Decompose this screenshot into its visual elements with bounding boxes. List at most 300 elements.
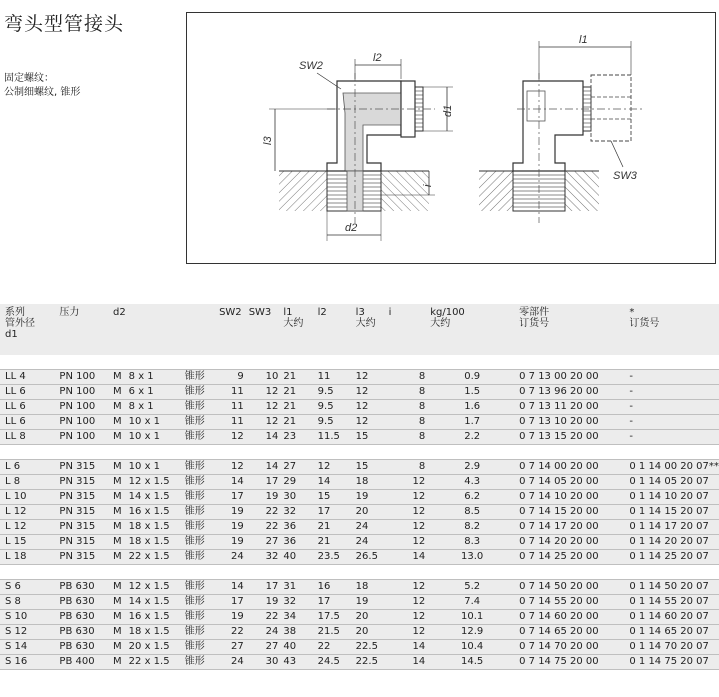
label-sw2: SW2: [299, 60, 323, 72]
col-l1-cell: 21: [278, 400, 312, 415]
col-taper-cell: 锥形: [180, 415, 214, 430]
col-sw2-cell: 19: [214, 505, 244, 520]
col-taper-cell: 锥形: [180, 505, 214, 520]
col-sw2-cell: 11: [214, 400, 244, 415]
thread-caption: [4, 72, 80, 100]
col-part-no-cell: 0 7 13 15 20 00: [514, 430, 624, 445]
thread-caption-line1: 固定螺纹：: [4, 73, 54, 84]
ground-hatch-left-b: [381, 171, 429, 211]
col-l1-cell: 43: [278, 655, 312, 670]
table-row: [0, 655, 719, 670]
col-order-no-cell: -: [624, 415, 719, 430]
col-taper-cell: 锥形: [180, 475, 214, 490]
col-l3-cell: 12: [351, 400, 384, 415]
col-l1-cell: 30: [278, 490, 312, 505]
col-order-no-cell: 0 1 14 70 20 07: [624, 640, 719, 655]
col-l3-cell: 20: [351, 625, 384, 640]
col-series-cell: S 12: [0, 625, 54, 640]
table-row: [0, 550, 719, 565]
col-order-no-cell: -: [624, 400, 719, 415]
col-sw2-cell: 19: [214, 535, 244, 550]
col-d2-cell: 12 x 1.5: [124, 580, 180, 595]
col-d2-cell: 18 x 1.5: [124, 535, 180, 550]
col-d2-cell: 6 x 1: [124, 385, 180, 400]
col-d2-m-cell: M: [108, 400, 124, 415]
col-l1-cell: 38: [278, 625, 312, 640]
col-part-no-cell: 0 7 14 00 20 00: [514, 460, 624, 475]
label-d1: d1: [442, 104, 454, 117]
label-d2: d2: [345, 222, 358, 234]
label-l1: l1: [579, 34, 588, 46]
col-pressure-cell: PN 100: [54, 370, 108, 385]
col-l3-cell: 15: [351, 430, 384, 445]
col-weight-cell: 4.3: [425, 475, 514, 490]
col-taper-cell: 锥形: [180, 430, 214, 445]
col-sw2-cell: 17: [214, 595, 244, 610]
table-row: [0, 370, 719, 385]
col-part-no-cell: 0 7 13 10 20 00: [514, 415, 624, 430]
col-l2-cell: 9.5: [313, 415, 351, 430]
col-l3-cell: 24: [351, 535, 384, 550]
table-header-4: SW2: [219, 307, 242, 318]
table-header-1: 压力: [59, 307, 80, 318]
col-series-cell: L 12: [0, 505, 54, 520]
col-i-cell: 12: [384, 505, 426, 520]
table-header-6: l1 大约: [283, 307, 304, 329]
col-sw3-cell: 30: [244, 655, 279, 670]
col-part-no-cell: 0 7 14 65 20 00: [514, 625, 624, 640]
table-header-3: [180, 304, 214, 355]
col-l1-cell: 21: [278, 370, 312, 385]
col-l3-cell: 20: [351, 505, 384, 520]
col-d2-cell: 10 x 1: [124, 415, 180, 430]
col-order-no-cell: -: [624, 430, 719, 445]
col-pressure-cell: PN 315: [54, 490, 108, 505]
col-pressure-cell: PN 315: [54, 505, 108, 520]
col-i-cell: 12: [384, 580, 426, 595]
col-taper-cell: 锥形: [180, 580, 214, 595]
col-l2-cell: 12: [313, 460, 351, 475]
col-part-no-cell: 0 7 14 75 20 00: [514, 655, 624, 670]
table-row: [0, 475, 719, 490]
spec-table: [0, 304, 719, 670]
label-i: i: [422, 184, 434, 187]
col-sw3-cell: 32: [244, 550, 279, 565]
col-d2-m-cell: M: [108, 625, 124, 640]
table-row: [0, 640, 719, 655]
col-sw3-cell: 10: [244, 370, 279, 385]
col-part-no-cell: 0 7 14 25 20 00: [514, 550, 624, 565]
col-series-cell: L 15: [0, 535, 54, 550]
col-sw3-cell: 19: [244, 490, 279, 505]
col-d2-m-cell: M: [108, 385, 124, 400]
hex-right: [527, 91, 545, 121]
col-weight-cell: 1.7: [425, 415, 514, 430]
col-weight-cell: 0.9: [425, 370, 514, 385]
thread-caption-line2: 公制细螺纹, 锥形: [4, 87, 81, 98]
col-part-no-cell: 0 7 14 05 20 00: [514, 475, 624, 490]
col-taper-cell: 锥形: [180, 625, 214, 640]
col-l1-cell: 36: [278, 520, 312, 535]
col-order-no-cell: 0 1 14 75 20 07: [624, 655, 719, 670]
col-d2-m-cell: M: [108, 415, 124, 430]
ground-hatch-left-a: [279, 171, 327, 211]
col-l3-cell: 18: [351, 580, 384, 595]
col-sw2-cell: 24: [214, 550, 244, 565]
col-taper-cell: 锥形: [180, 535, 214, 550]
col-d2-m-cell: M: [108, 430, 124, 445]
col-part-no-cell: 0 7 13 11 20 00: [514, 400, 624, 415]
col-d2-m-cell: M: [108, 640, 124, 655]
col-d2-cell: 18 x 1.5: [124, 625, 180, 640]
col-series-cell: S 6: [0, 580, 54, 595]
col-d2-cell: 22 x 1.5: [124, 550, 180, 565]
col-part-no-cell: 0 7 14 17 20 00: [514, 520, 624, 535]
table-row: [0, 580, 719, 595]
dashed-nut: [591, 75, 631, 141]
table-body: [0, 355, 719, 670]
col-taper-cell: 锥形: [180, 460, 214, 475]
col-series-cell: LL 6: [0, 415, 54, 430]
col-series-cell: S 10: [0, 610, 54, 625]
col-taper-cell: 锥形: [180, 550, 214, 565]
col-d2-cell: 16 x 1.5: [124, 505, 180, 520]
col-pressure-cell: PB 630: [54, 610, 108, 625]
table-row: [0, 430, 719, 445]
col-sw3-cell: 12: [244, 400, 279, 415]
col-d2-m-cell: M: [108, 505, 124, 520]
col-order-no-cell: 0 1 14 20 20 07: [624, 535, 719, 550]
table-row: [0, 535, 719, 550]
col-weight-cell: 12.9: [425, 625, 514, 640]
col-sw2-cell: 11: [214, 415, 244, 430]
col-order-no-cell: 0 1 14 15 20 07: [624, 505, 719, 520]
col-pressure-cell: PB 630: [54, 625, 108, 640]
col-i-cell: 14: [384, 550, 426, 565]
col-order-no-cell: -: [624, 370, 719, 385]
col-l2-cell: 14: [313, 475, 351, 490]
col-order-no-cell: 0 1 14 10 20 07: [624, 490, 719, 505]
col-pressure-cell: PB 630: [54, 580, 108, 595]
col-weight-cell: 6.2: [425, 490, 514, 505]
table-header-11: 零部件 订货号: [519, 307, 550, 329]
col-weight-cell: 8.2: [425, 520, 514, 535]
col-series-cell: LL 6: [0, 400, 54, 415]
col-l2-cell: 22: [313, 640, 351, 655]
col-l3-cell: 18: [351, 475, 384, 490]
col-i-cell: 8: [384, 400, 426, 415]
label-l3: l3: [262, 136, 274, 145]
col-weight-cell: 2.9: [425, 460, 514, 475]
col-series-cell: S 8: [0, 595, 54, 610]
col-taper-cell: 锥形: [180, 595, 214, 610]
table-row: [0, 610, 719, 625]
col-d2-cell: 22 x 1.5: [124, 655, 180, 670]
col-order-no-cell: 0 1 14 55 20 07: [624, 595, 719, 610]
col-part-no-cell: 0 7 13 96 20 00: [514, 385, 624, 400]
col-l1-cell: 32: [278, 595, 312, 610]
col-d2-cell: 12 x 1.5: [124, 475, 180, 490]
page-title: 弯头型管接头: [4, 13, 125, 35]
col-l1-cell: 29: [278, 475, 312, 490]
col-pressure-cell: PB 400: [54, 655, 108, 670]
col-i-cell: 12: [384, 535, 426, 550]
col-sw2-cell: 14: [214, 580, 244, 595]
col-i-cell: 8: [384, 415, 426, 430]
col-taper-cell: 锥形: [180, 610, 214, 625]
col-d2-cell: 14 x 1.5: [124, 595, 180, 610]
col-l3-cell: 12: [351, 370, 384, 385]
col-d2-m-cell: M: [108, 475, 124, 490]
col-part-no-cell: 0 7 14 70 20 00: [514, 640, 624, 655]
col-l1-cell: 21: [278, 415, 312, 430]
col-pressure-cell: PN 315: [54, 550, 108, 565]
col-order-no-cell: 0 1 14 00 20 07**: [624, 460, 719, 475]
col-series-cell: L 6: [0, 460, 54, 475]
col-series-cell: S 14: [0, 640, 54, 655]
table-row: [0, 400, 719, 415]
col-i-cell: 8: [384, 385, 426, 400]
col-weight-cell: 8.3: [425, 535, 514, 550]
col-series-cell: LL 4: [0, 370, 54, 385]
col-l1-cell: 32: [278, 505, 312, 520]
col-d2-cell: 14 x 1.5: [124, 490, 180, 505]
col-l2-cell: 15: [313, 490, 351, 505]
col-order-no-cell: 0 1 14 50 20 07: [624, 580, 719, 595]
col-sw2-cell: 12: [214, 460, 244, 475]
col-l2-cell: 16: [313, 580, 351, 595]
col-series-cell: LL 6: [0, 385, 54, 400]
col-d2-m-cell: M: [108, 535, 124, 550]
col-l2-cell: 23.5: [313, 550, 351, 565]
col-weight-cell: 10.1: [425, 610, 514, 625]
col-part-no-cell: 0 7 14 55 20 00: [514, 595, 624, 610]
col-pressure-cell: PN 315: [54, 535, 108, 550]
col-d2-m-cell: M: [108, 595, 124, 610]
col-sw2-cell: 22: [214, 625, 244, 640]
table-group-gap: [0, 355, 719, 370]
col-sw3-cell: 22: [244, 520, 279, 535]
col-sw3-cell: 17: [244, 475, 279, 490]
col-d2-m-cell: M: [108, 520, 124, 535]
col-weight-cell: 5.2: [425, 580, 514, 595]
col-order-no-cell: -: [624, 385, 719, 400]
col-l2-cell: 11: [313, 370, 351, 385]
col-taper-cell: 锥形: [180, 370, 214, 385]
col-i-cell: 8: [384, 430, 426, 445]
col-l3-cell: 20: [351, 610, 384, 625]
col-taper-cell: 锥形: [180, 640, 214, 655]
table-header-8: l3 大约: [355, 307, 376, 329]
col-weight-cell: 13.0: [425, 550, 514, 565]
col-d2-m-cell: M: [108, 610, 124, 625]
col-i-cell: 12: [384, 475, 426, 490]
col-i-cell: 8: [384, 370, 426, 385]
gap-cell: [0, 355, 719, 370]
col-l3-cell: 19: [351, 595, 384, 610]
col-d2-cell: 10 x 1: [124, 460, 180, 475]
col-sw2-cell: 17: [214, 490, 244, 505]
col-pressure-cell: PN 100: [54, 385, 108, 400]
col-series-cell: L 8: [0, 475, 54, 490]
table-header-5: SW3: [248, 307, 272, 318]
table-header-7: l2: [317, 307, 327, 318]
ground-hatch-right-b: [565, 171, 599, 211]
col-i-cell: 12: [384, 490, 426, 505]
col-sw3-cell: 22: [244, 505, 279, 520]
col-l1-cell: 34: [278, 610, 312, 625]
col-sw3-cell: 12: [244, 385, 279, 400]
col-d2-cell: 8 x 1: [124, 400, 180, 415]
col-d2-cell: 20 x 1.5: [124, 640, 180, 655]
col-sw2-cell: 11: [214, 385, 244, 400]
col-i-cell: 8: [384, 460, 426, 475]
table-row: [0, 385, 719, 400]
table-header-row: [0, 304, 719, 355]
col-l1-cell: 27: [278, 460, 312, 475]
table-header-12: * 订货号: [629, 307, 660, 329]
col-l2-cell: 21: [313, 520, 351, 535]
col-d2-cell: 18 x 1.5: [124, 520, 180, 535]
col-l3-cell: 22.5: [351, 655, 384, 670]
table-row: [0, 595, 719, 610]
col-sw2-cell: 27: [214, 640, 244, 655]
table-row: [0, 415, 719, 430]
col-l3-cell: 12: [351, 385, 384, 400]
table-group-gap: [0, 565, 719, 580]
col-d2-m-cell: M: [108, 655, 124, 670]
col-part-no-cell: 0 7 14 10 20 00: [514, 490, 624, 505]
leader-sw3: [611, 141, 623, 167]
col-sw3-cell: 19: [244, 595, 279, 610]
col-d2-m-cell: M: [108, 550, 124, 565]
gap-cell: [0, 445, 719, 460]
col-l3-cell: 22.5: [351, 640, 384, 655]
col-taper-cell: 锥形: [180, 385, 214, 400]
col-pressure-cell: PB 630: [54, 595, 108, 610]
col-part-no-cell: 0 7 14 60 20 00: [514, 610, 624, 625]
col-sw2-cell: 14: [214, 475, 244, 490]
col-series-cell: L 12: [0, 520, 54, 535]
col-pressure-cell: PN 100: [54, 415, 108, 430]
col-taper-cell: 锥形: [180, 655, 214, 670]
gap-cell: [0, 565, 719, 580]
col-l3-cell: 24: [351, 520, 384, 535]
col-l3-cell: 12: [351, 415, 384, 430]
col-series-cell: LL 8: [0, 430, 54, 445]
col-weight-cell: 1.5: [425, 385, 514, 400]
col-pressure-cell: PN 315: [54, 460, 108, 475]
technical-drawing: [186, 12, 716, 264]
table-header-9: i: [388, 307, 392, 318]
col-l2-cell: 11.5: [313, 430, 351, 445]
col-pressure-cell: PN 100: [54, 430, 108, 445]
col-d2-m-cell: M: [108, 370, 124, 385]
col-sw3-cell: 14: [244, 460, 279, 475]
col-i-cell: 14: [384, 655, 426, 670]
col-d2-m-cell: M: [108, 580, 124, 595]
table-row: [0, 490, 719, 505]
col-sw3-cell: 27: [244, 535, 279, 550]
drawing-svg: [187, 13, 717, 265]
table-header-2: d2: [113, 307, 126, 318]
col-order-no-cell: 0 1 14 65 20 07: [624, 625, 719, 640]
col-l1-cell: 31: [278, 580, 312, 595]
col-weight-cell: 10.4: [425, 640, 514, 655]
col-sw3-cell: 22: [244, 610, 279, 625]
col-weight-cell: 7.4: [425, 595, 514, 610]
col-l2-cell: 17.5: [313, 610, 351, 625]
col-sw2-cell: 9: [214, 370, 244, 385]
col-taper-cell: 锥形: [180, 490, 214, 505]
table-row: [0, 460, 719, 475]
col-l3-cell: 15: [351, 460, 384, 475]
col-part-no-cell: 0 7 14 20 20 00: [514, 535, 624, 550]
col-d2-cell: 8 x 1: [124, 370, 180, 385]
col-part-no-cell: 0 7 13 00 20 00: [514, 370, 624, 385]
col-part-no-cell: 0 7 14 50 20 00: [514, 580, 624, 595]
col-l2-cell: 17: [313, 595, 351, 610]
col-l2-cell: 9.5: [313, 400, 351, 415]
col-order-no-cell: 0 1 14 17 20 07: [624, 520, 719, 535]
col-l3-cell: 26.5: [351, 550, 384, 565]
col-d2-m-cell: M: [108, 490, 124, 505]
col-series-cell: L 10: [0, 490, 54, 505]
col-sw3-cell: 27: [244, 640, 279, 655]
col-pressure-cell: PN 315: [54, 520, 108, 535]
table-header-10: kg/100 大约: [430, 307, 465, 329]
col-pressure-cell: PN 315: [54, 475, 108, 490]
table-group-gap: [0, 445, 719, 460]
col-weight-cell: 2.2: [425, 430, 514, 445]
col-weight-cell: 8.5: [425, 505, 514, 520]
ground-hatch-right-a: [479, 171, 513, 211]
col-l1-cell: 36: [278, 535, 312, 550]
col-order-no-cell: 0 1 14 25 20 07: [624, 550, 719, 565]
col-sw3-cell: 12: [244, 415, 279, 430]
col-pressure-cell: PN 100: [54, 400, 108, 415]
col-order-no-cell: 0 1 14 05 20 07: [624, 475, 719, 490]
col-i-cell: 12: [384, 520, 426, 535]
col-weight-cell: 14.5: [425, 655, 514, 670]
col-sw2-cell: 12: [214, 430, 244, 445]
elbow-body-right: [513, 81, 583, 171]
label-sw3: SW3: [613, 170, 637, 182]
col-l1-cell: 40: [278, 640, 312, 655]
col-sw2-cell: 24: [214, 655, 244, 670]
col-pressure-cell: PB 630: [54, 640, 108, 655]
col-l2-cell: 9.5: [313, 385, 351, 400]
col-i-cell: 12: [384, 610, 426, 625]
col-l2-cell: 21.5: [313, 625, 351, 640]
table-row: [0, 520, 719, 535]
col-d2-cell: 16 x 1.5: [124, 610, 180, 625]
col-d2-cell: 10 x 1: [124, 430, 180, 445]
col-l2-cell: 17: [313, 505, 351, 520]
col-sw2-cell: 19: [214, 610, 244, 625]
col-series-cell: S 16: [0, 655, 54, 670]
col-taper-cell: 锥形: [180, 400, 214, 415]
col-l2-cell: 24.5: [313, 655, 351, 670]
col-l1-cell: 23: [278, 430, 312, 445]
col-l1-cell: 21: [278, 385, 312, 400]
col-l1-cell: 40: [278, 550, 312, 565]
col-sw3-cell: 24: [244, 625, 279, 640]
col-sw3-cell: 14: [244, 430, 279, 445]
table-row: [0, 625, 719, 640]
table-row: [0, 505, 719, 520]
col-taper-cell: 锥形: [180, 520, 214, 535]
